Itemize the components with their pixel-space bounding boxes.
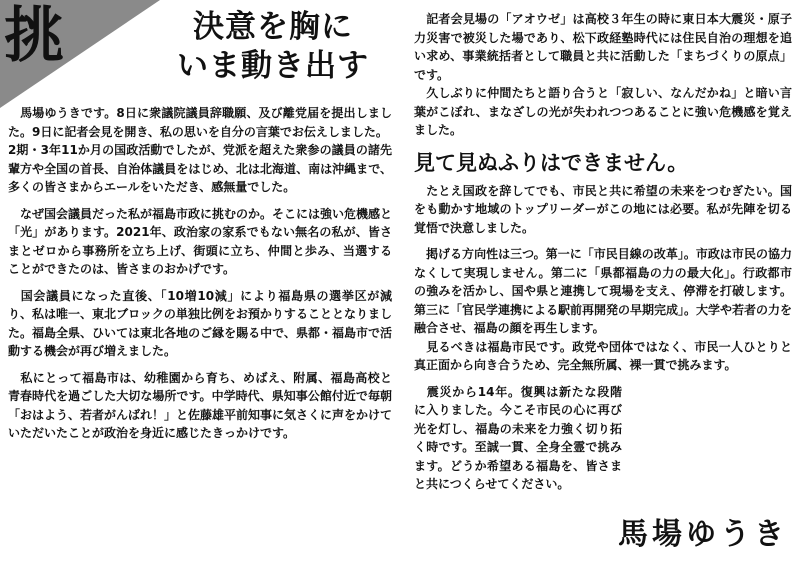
paragraph: なぜ国会議員だった私が福島市政に挑むのか。そこには強い危機感と「光」があります。2021年、政治家の家系でもない無名の私が、皆さまとゼロから事務所を立ち上げ、街頭に立ち、仲間と歩み、当選することができたのは、皆さまのおかげです。 — [8, 206, 393, 276]
headline-line-1: 決意を胸に — [193, 9, 353, 45]
paragraph: 見るべきは福島市民です。政党や団体ではなく、市民一人ひとりと真正面から向き合うため、完全無所属、裸一貫で挑みます。 — [414, 339, 792, 372]
paragraph: 掲げる方向性は三つ。第一に「市民目線の改革」。市政は市民の協力なくして実現しません。第二に「県都福島の力の最大化」。行政都市の強みを活かし、国や県と連携して現場を支え、停滞を打破します。第三に「官民学連携による駅前再開発の早期完成」。大学や若者の力を融合させ、福島の顔を再生します。 — [414, 247, 793, 335]
subheading: 見て見ぬふりはできません。 — [414, 150, 689, 175]
headline-line-2: いま動き出す — [177, 48, 369, 84]
corner-glyph: 挑 — [4, 1, 64, 71]
paragraph: 記者会見場の「アオウゼ」は高校３年生の時に東日本大震災・原子力災害で被災した場であり、松下政経塾時代には住民自治の理想を追い求め、事業統括者として職員と共に活動した「まちづくりの原点」です。 — [414, 12, 792, 82]
paragraph: 馬場ゆうきです。8日に衆議院議員辞職願、及び離党届を提出しました。9日に記者会見を開き、私の思いを自分の言葉でお伝えしました。 — [8, 106, 392, 139]
headline — [148, 8, 398, 86]
paragraph: 久しぶりに仲間たちと語り合うと「寂しい、なんだかね」と暗い言葉がこぼれ、まなざしの光が失われつつあることに強い危機感を覚えました。 — [414, 86, 792, 137]
left-column — [8, 104, 392, 443]
paragraph: 国会議員になった直後、「10増10減」により福島県の選挙区が減り、私は唯一、東北ブロックの単独比例をお預かりすることとなりました。福島全県、ひいては東北各地のご縁を賜る中で、県都・福島市で活動する機会が再び増えました。 — [8, 288, 392, 358]
signature: 馬場ゆうき — [618, 517, 788, 552]
paragraph: 私にとって福島市は、幼稚園から育ち、めばえ、附属、福島高校と青春時代を過ごした大切な場所です。中学時代、県知事公館付近で毎朝「おはよう、若者がんばれ！」と佐藤雄平前知事に気さくに声をかけていただいたことが政治を身近に感じたきっかけです。 — [8, 370, 393, 440]
paragraph: 2期・3年11か月の国政活動でしたが、党派を超えた衆参の議員の諸先輩方や全国の首長、自治体議員をはじめ、北は北海道、南は沖縄まで、多くの皆さまからエールをいただき、感無量でした。 — [8, 143, 392, 194]
paragraph: 震災から14年。復興は新たな段階に入りました。今こそ市民の心に再び光を灯し、福島の未来を力強く切り拓く時です。至誠一貫、全身全霊で挑みます。どうか希望ある福島を、皆さまと共につくらせてください。 — [414, 384, 622, 491]
paragraph: たとえ国政を辞してでも、市民と共に希望の未来をつむぎたい。国をも動かす地域のトップリーダーがこの地には必要。私が先陣を切る覚悟で決意しました。 — [414, 183, 792, 235]
right-column — [414, 10, 792, 494]
